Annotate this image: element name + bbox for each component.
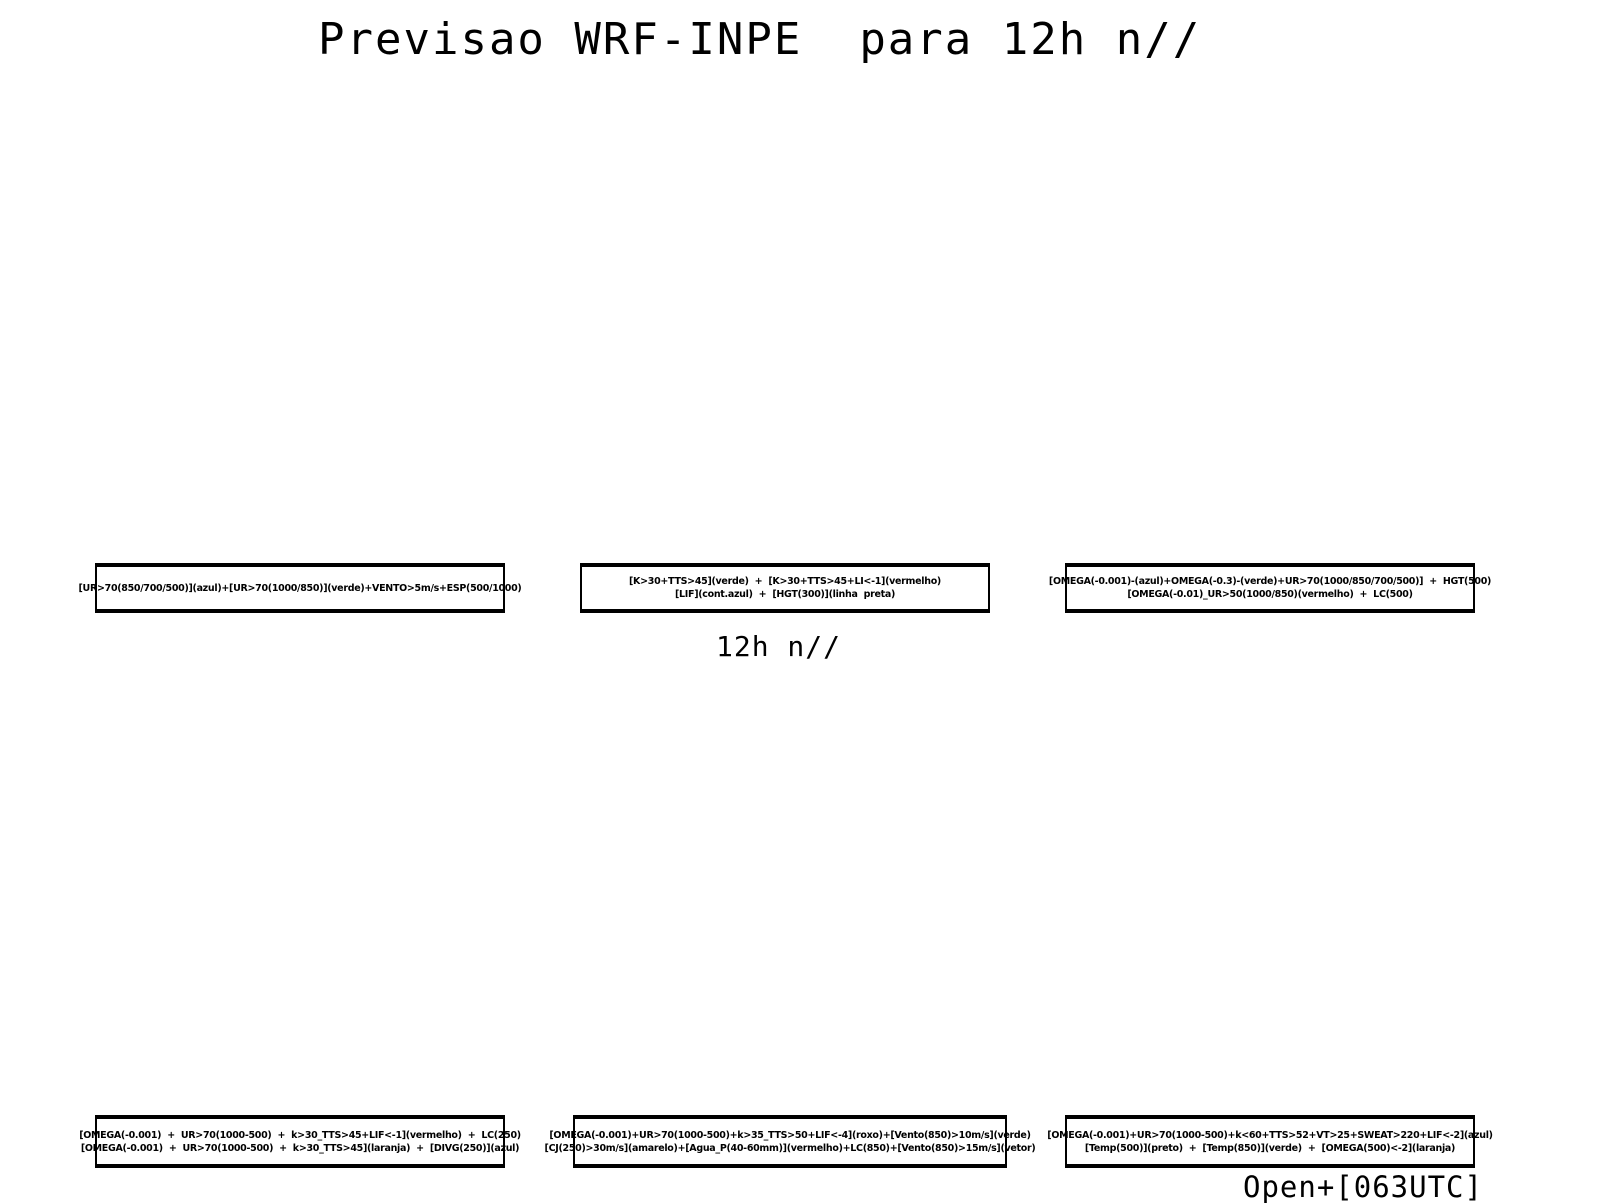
legend-line: [OMEGA(-0.001)+UR>70(1000-500)+k>35_TTS>50+LIF<-4](roxo)+[Vento(850)>10m/s](verde)	[549, 1129, 1031, 1141]
legend-box-bottom-right	[1047, 1115, 1493, 1168]
legend-line: [K>30+TTS>45](verde) + [K>30+TTS>45+LI<-1](vermelho)	[629, 576, 941, 587]
legend-line: [OMEGA(-0.01)_UR>50(1000/850)(vermelho) + LC(500)	[1127, 589, 1413, 600]
legend-box-bottom-center	[544, 1115, 1036, 1168]
legend-box-top-left	[78, 563, 522, 613]
legend-box-top-center	[580, 563, 990, 613]
legend-line: [OMEGA(-0.001) + UR>70(1000-500) + k>30_TTS>45](laranja) + [DIVG(250)](azul)	[80, 1142, 520, 1154]
legend-box-top-right	[1048, 563, 1492, 613]
center-time-label: 12h n//	[716, 630, 842, 663]
legend-line: [Temp(500)](preto) + [Temp(850)](verde) + [OMEGA(500)<-2](laranja)	[1084, 1142, 1456, 1154]
legend-line: [OMEGA(-0.001)+UR>70(1000-500)+k<60+TTS>52+VT>25+SWEAT>220+LIF<-2](azul)	[1047, 1129, 1493, 1141]
legend-box-bottom-left	[79, 1115, 521, 1168]
legend-line: [OMEGA(-0.001) + UR>70(1000-500) + k>30_TTS>45+LIF<-1](vermelho) + LC(250)	[79, 1129, 521, 1141]
footer-utc-label: Open+[063UTC]	[1243, 1170, 1483, 1204]
legend-line: [OMEGA(-0.001)-(azul)+OMEGA(-0.3)-(verde)+UR>70(1000/850/700/500)] + HGT(500)	[1048, 576, 1492, 587]
legend-line: [LIF](cont.azul) + [HGT(300)](linha preta)	[674, 589, 896, 600]
page-title: Previsao WRF-INPE para 12h n//	[318, 14, 1202, 65]
legend-line: [CJ(250)>30m/s](amarelo)+[Agua_P(40-60mm)](vermelho)+LC(850)+[Vento(850)>15m/s](vetor)	[544, 1142, 1036, 1154]
legend-line: [UR>70(850/700/500)](azul)+[UR>70(1000/850)](verde)+VENTO>5m/s+ESP(500/1000)	[78, 582, 522, 594]
